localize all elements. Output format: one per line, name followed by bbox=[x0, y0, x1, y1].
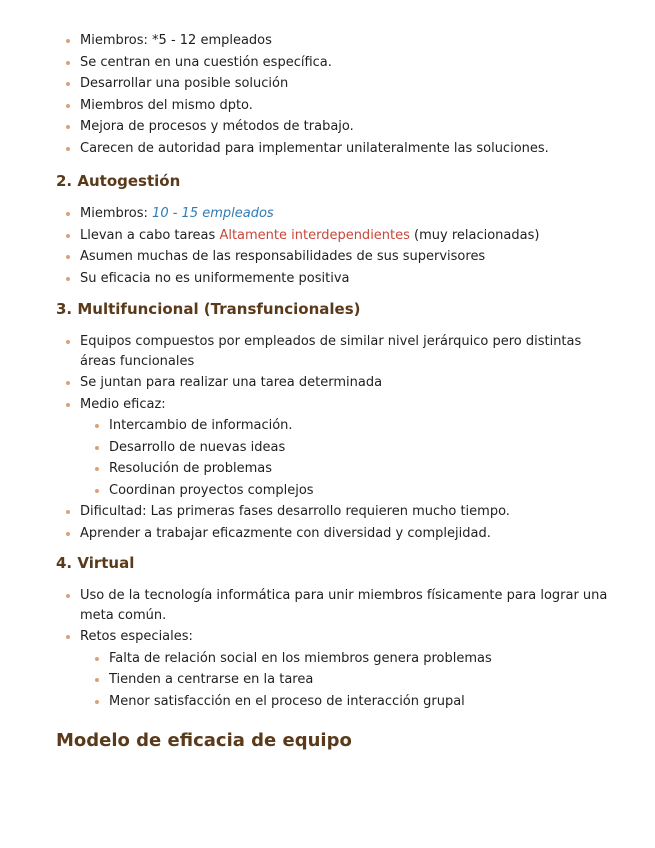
list-item: Carecen de autoridad para implementar unilateralmente las soluciones. bbox=[56, 138, 616, 160]
list-item: Asumen muchas de las responsabilidades de sus supervisores bbox=[56, 246, 616, 268]
sub-list-item: Desarrollo de nuevas ideas bbox=[109, 437, 616, 459]
list-item: Desarrollar una posible solución bbox=[56, 73, 616, 95]
section2-heading: 2. Autogestión bbox=[56, 172, 181, 190]
list-item: Miembros: *5 - 12 empleados bbox=[56, 30, 616, 52]
item-text: Medio eficaz: bbox=[80, 396, 166, 412]
list-item: Aprender a trabajar eficazmente con diversidad y complejidad. bbox=[56, 523, 616, 545]
sub-list-item: Menor satisfacción en el proceso de interacción grupal bbox=[109, 691, 616, 713]
section4-sublist bbox=[109, 648, 616, 713]
sub-list-item: Resolución de problemas bbox=[109, 458, 616, 480]
section4-list bbox=[56, 585, 616, 712]
list-item bbox=[56, 394, 616, 502]
section3-list bbox=[56, 331, 616, 544]
section1-list bbox=[56, 30, 616, 159]
section2-list bbox=[56, 203, 616, 289]
sub-list-item: Tienden a centrarse en la tarea bbox=[109, 669, 616, 691]
section3-sublist bbox=[109, 415, 616, 501]
list-item bbox=[56, 626, 616, 712]
list-item bbox=[56, 225, 616, 247]
highlight-text: 10 - 15 empleados bbox=[152, 206, 274, 221]
list-item bbox=[56, 203, 616, 225]
list-item: Uso de la tecnología informática para unir miembros físicamente para lograr una meta común. bbox=[56, 585, 616, 626]
list-item: Mejora de procesos y métodos de trabajo. bbox=[56, 116, 616, 138]
section4-heading: 4. Virtual bbox=[56, 554, 135, 572]
item-text: Miembros: bbox=[80, 206, 153, 221]
sub-list-item: Intercambio de información. bbox=[109, 415, 616, 437]
sub-list-item: Coordinan proyectos complejos bbox=[109, 480, 616, 502]
list-item: Se centran en una cuestión específica. bbox=[56, 52, 616, 74]
list-item: Se juntan para realizar una tarea determinada bbox=[56, 372, 616, 394]
item-text: (muy relacionadas) bbox=[409, 227, 540, 243]
main-heading: Modelo de eficacia de equipo bbox=[56, 730, 352, 751]
list-item: Su eficacia no es uniformemente positiva bbox=[56, 268, 616, 290]
item-text: Retos especiales: bbox=[80, 629, 193, 644]
sub-list-item: Falta de relación social en los miembros genera problemas bbox=[109, 648, 616, 670]
list-item: Miembros del mismo dpto. bbox=[56, 95, 616, 117]
section3-heading: 3. Multifuncional (Transfuncionales) bbox=[56, 300, 361, 318]
highlight-text: Altamente interdependientes bbox=[219, 227, 410, 243]
list-item: Equipos compuestos por empleados de similar nivel jerárquico pero distintas áreas funcionales bbox=[56, 331, 616, 372]
list-item: Dificultad: Las primeras fases desarrollo requieren mucho tiempo. bbox=[56, 501, 616, 523]
item-text: Llevan a cabo tareas bbox=[80, 227, 220, 243]
